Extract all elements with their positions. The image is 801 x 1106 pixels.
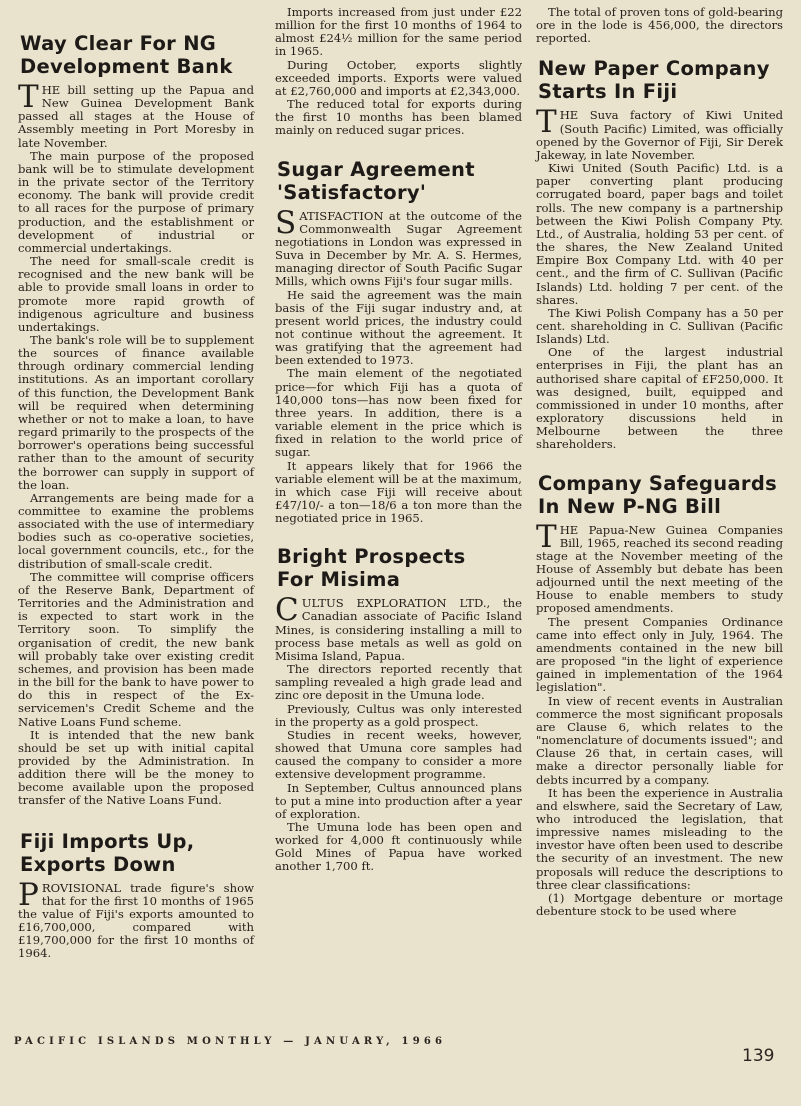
safeguards-paragraph: (1) Mortgage debenture or mortage debenture stock to be used where <box>536 890 783 919</box>
headline-safeguards: Company Safeguards In New P-NG Bill <box>538 471 778 518</box>
ng-bank-paragraph: THE bill setting up the Papua and New Guinea Development Bank passed all stages at the House of Assembly meeting in Port Moresby in late November. <box>18 79 254 150</box>
headline-paper-company: New Paper Company Starts In Fiji <box>538 57 770 104</box>
fiji-imports-paragraph: During October, exports slightly exceeded imports. Exports were valued at £2,760,000 and imports at £2,343,000. <box>275 57 522 98</box>
headline-fiji-imports: Fiji Imports Up, Exports Down <box>20 829 195 876</box>
paper-paragraph: One of the largest industrial enterprises in Fiji, the plant has an authorised share capital of £F250,000. It was designed, built, equipped and commissioned in under 10 months, after exploratory discussions held in Melbourne between the three shareholders. <box>536 345 783 452</box>
safeguards-paragraph: THE Papua-New Guinea Companies Bill, 1965, reached its second reading stage at the November meeting of the House of Assembly but debate has been adjourned until the next meeting of the House to enable members to study proposed amendments. <box>536 518 784 616</box>
fiji-imports-paragraph: The reduced total for exports during the first 10 months has been blamed mainly on reduced sugar prices. <box>275 97 522 138</box>
misima-paragraph: The Umuna lode has been open and worked for 4,000 ft continuously while Gold Mines of Papua have worked another 1,700 ft. <box>275 819 522 874</box>
misima-paragraph: Studies in recent weeks, however, showed that Umuna core samples had caused the company to consider a more extensive development programme. <box>275 727 522 782</box>
paper-paragraph: Kiwi United (South Pacific) Ltd. is a paper converting plant producing corrugated board, paper bags and toilet rolls. The new company is a partnership between the Kiwi Polish Company Pty. Ltd., of Australia, holding 53 per cent. of the shares, the New Zealand United Empire Box Company Ltd. with 40 per cent., and the firm of C. Sullivan (Pacific Islands) Ltd. holding 7 per cent. of the shares. <box>536 161 783 307</box>
misima-paragraph: The directors reported recently that sampling revealed a high grade lead and zinc ore deposit in the Umuna lode. <box>275 662 522 703</box>
safeguards-paragraph: It has been the experience in Australia and elswhere, said the Secretary of Law, who introduced the legislation, that impressive names misleading to the investor have often been used to describe the security of an investment. The new proposals will reduce the descriptions to three clear classifications: <box>536 785 783 892</box>
headline-sugar: Sugar Agreement 'Satisfactory' <box>277 157 475 204</box>
running-footer: PACIFIC ISLANDS MONTHLY — JANUARY, 1966 <box>14 1036 447 1047</box>
ng-bank-paragraph: The bank's role will be to supplement the sources of finance available through ordinary commercial lending institutions. As an important corollary of this function, the Development Bank will be required when determining whether or not to make a loan, to have regard primarily to the prospects of the borrower's operations being successful rather than to the amount of security the borrower can supply in support of the loan. <box>18 332 254 492</box>
sugar-paragraph: SATISFACTION at the outcome of the Commonwealth Sugar Agreement negotiations in London was expressed in Suva in December by Mr. A. S. Hermes, managing director of South Pacific Sugar Mills, which owns Fiji's four sugar mills. <box>275 204 522 289</box>
sugar-paragraph: He said the agreement was the main basis of the Fiji sugar industry and, at present world prices, the industry could not continue without the agreement. It was gratifying that the agreement had been extended to 1973. <box>275 287 522 368</box>
paper-paragraph: THE Suva factory of Kiwi United (South Pacific) Limited, was officially opened by the Governor of Fiji, Sir Derek Jakeway, in late November. <box>536 104 783 162</box>
fiji-imports-paragraph: PROVISIONAL trade figure's show that for the first 10 months of 1965 the value of Fiji's exports amounted to £16,700,000, compared with £19,700,000 for the first 10 months of 1964. <box>18 876 254 961</box>
fiji-imports-paragraph: Imports increased from just under £22 million for the first 10 months of 1964 to almost £24½ million for the same period in 1965. <box>275 5 522 59</box>
column-2 <box>275 6 522 874</box>
ng-bank-paragraph: Arrangements are being made for a committee to examine the problems associated with the use of intermediary bodies such as co-operative societies, local government councils, etc., for the distribution of small-scale credit. <box>18 490 254 571</box>
sugar-paragraph: The main element of the negotiated price—for which Fiji has a quota of 140,000 tons—has now been fixed for three years. In addition, there is a variable element in the price which is fixed in relation to the world price of sugar. <box>275 366 522 460</box>
misima-paragraph: In September, Cultus announced plans to put a mine into production after a year of exploration. <box>275 780 522 821</box>
ng-bank-paragraph: The main purpose of the proposed bank will be to stimulate development in the private sector of the Territory economy. The bank will provide credit to all races for the purpose of primary production, and the establishment or development of industrial or commercial undertakings. <box>18 148 254 255</box>
safeguards-paragraph: In view of recent events in Australian commerce the most significant proposals are Clause 6, which relates to the "nomenclature of documents issued"; and Clause 26 that, in certain cases, will make a director personally liable for debts incurred by a company. <box>536 693 783 787</box>
paper-paragraph: The Kiwi Polish Company has a 50 per cent. shareholding in C. Sullivan (Pacific Islands) Ltd. <box>536 305 783 347</box>
ng-bank-paragraph: It is intended that the new bank should be set up with initial capital provided by the Administration. In addition there will be the money to become available upon the proposed transfer of the Native Loans Fund. <box>18 727 254 808</box>
misima-paragraph: CULTUS EXPLORATION LTD., the Canadian associate of Pacific Island Mines, is considering installing a mill to process base metals as well as gold on Misima Island, Papua. <box>275 592 522 663</box>
headline-ng-bank: Way Clear For NG Development Bank <box>20 32 233 78</box>
headline-misima: Bright Prospects For Misima <box>277 545 466 592</box>
misima-paragraph: Previously, Cultus was only interested in the property as a gold prospect. <box>275 701 522 729</box>
safeguards-paragraph: The present Companies Ordinance came into effect only in July, 1964. The amendments contained in the new bill are proposed "in the light of experience gained in implementation of the 1964 legislation". <box>536 614 783 695</box>
misima-paragraph: The total of proven tons of gold-bearing ore in the lode is 456,000, the directors reported. <box>536 5 783 46</box>
page-number: 139 <box>742 1046 775 1066</box>
ng-bank-paragraph: The committee will comprise officers of the Reserve Bank, Department of Territories and the Administration and is expected to start work in the Territory soon. To simplify the organisation of credit, the new bank will probably take over existing credit schemes, and provision has been made in the bill for the bank to have power to do this in respect of the Ex-servicemen's Credit Scheme and the Native Loans Fund scheme. <box>18 569 254 729</box>
sugar-paragraph: It appears likely that for 1966 the variable element will be at the maximum, in which case Fiji will receive about £47/10/- a ton—18/6 a ton more than the negotiated price in 1965. <box>275 458 522 526</box>
ng-bank-paragraph: The need for small-scale credit is recognised and the new bank will be able to provide small loans in order to promote more rapid growth of indigenous agriculture and business undertakings. <box>18 254 254 334</box>
column-3 <box>536 6 783 918</box>
column-1 <box>18 30 254 961</box>
